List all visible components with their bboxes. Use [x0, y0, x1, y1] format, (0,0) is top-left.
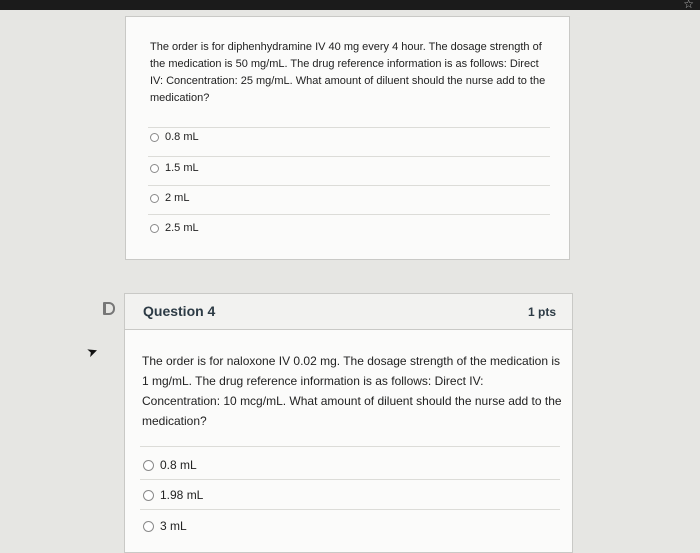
question-title: Question 4	[143, 303, 216, 319]
answer-label: 1.5 mL	[165, 162, 199, 174]
radio-button[interactable]	[150, 164, 159, 173]
question-4-text: The order is for naloxone IV 0.02 mg. The dosage strength of the medication is 1 mg/mL. The drug reference information is as follows: Direct IV: Concentration: 10 mcg/mL. What amount of diluent should the nurse add to the medication?	[142, 354, 562, 428]
answer-option[interactable]	[143, 515, 187, 537]
radio-button[interactable]	[150, 133, 159, 142]
radio-button[interactable]	[150, 194, 159, 203]
radio-button[interactable]	[143, 521, 154, 532]
question-header	[125, 294, 572, 330]
question-4-card	[124, 293, 573, 553]
flag-icon[interactable]	[103, 302, 115, 315]
answer-option[interactable]	[150, 188, 189, 208]
divider	[140, 479, 560, 480]
radio-button[interactable]	[143, 490, 154, 501]
answer-label: 2.5 mL	[165, 222, 199, 234]
radio-button[interactable]	[150, 224, 159, 233]
answer-label: 0.8 mL	[165, 131, 199, 143]
question-points: 1 pts	[527, 305, 556, 319]
radio-button[interactable]	[143, 460, 154, 471]
answer-label: 0.8 mL	[160, 458, 197, 472]
answer-option[interactable]	[150, 158, 199, 178]
question-3-text: The order is for diphenhydramine IV 40 mg every 4 hour. The dosage strength of the medication is 50 mg/mL. The drug reference information is as follows: Direct IV: Concentration: 25 mg/mL. What amount of diluent should the nurse add to the medication?	[150, 41, 546, 104]
answer-label: 2 mL	[165, 192, 190, 204]
divider	[140, 509, 560, 510]
divider	[140, 446, 560, 447]
answer-option[interactable]	[143, 484, 203, 506]
divider	[148, 156, 550, 157]
answer-label: 1.98 mL	[160, 488, 204, 502]
question-3-card	[125, 16, 570, 260]
answer-option[interactable]	[143, 454, 197, 476]
answer-option[interactable]	[150, 218, 199, 238]
divider	[148, 127, 550, 128]
answer-option[interactable]	[150, 127, 199, 147]
top-bar	[0, 0, 700, 10]
divider	[148, 214, 550, 215]
star-icon[interactable]: ☆	[683, 0, 694, 11]
cursor-arrow-icon: ➤	[84, 342, 100, 361]
answer-label: 3 mL	[160, 519, 187, 533]
divider	[148, 185, 550, 186]
